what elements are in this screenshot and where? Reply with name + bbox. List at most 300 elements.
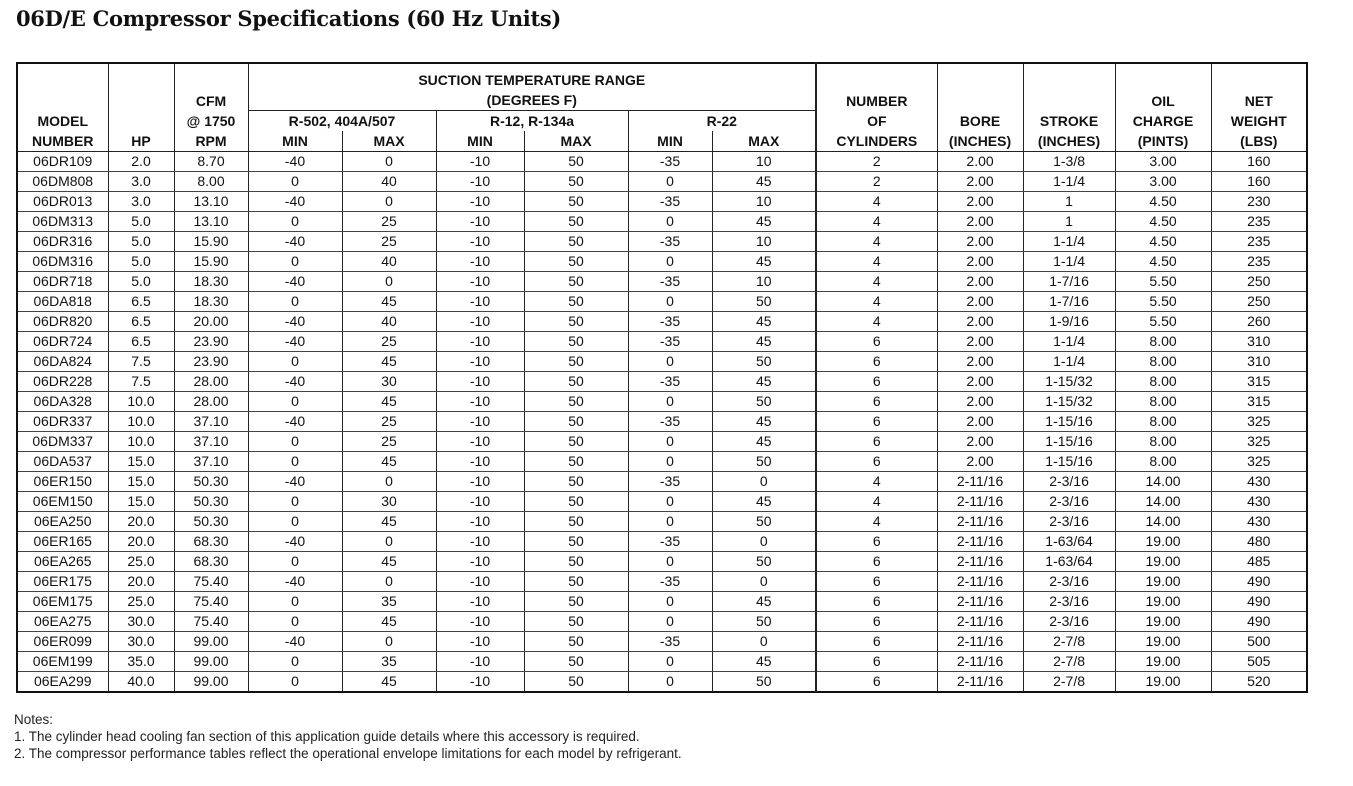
cell-weight: 315 xyxy=(1211,392,1307,412)
cell-model: 06EA299 xyxy=(17,672,108,693)
cell-r502-max: 40 xyxy=(342,172,436,192)
notes-heading: Notes: xyxy=(14,712,54,727)
header-cfm xyxy=(174,63,248,152)
table-row xyxy=(17,412,1307,432)
header-bore-line2: (INCHES) xyxy=(948,133,1012,149)
cell-oil: 3.00 xyxy=(1115,172,1211,192)
cell-stroke: 2-3/16 xyxy=(1023,472,1115,492)
note-item-1: 1. The cylinder head cooling fan section of this application guide details where this accessory is required. xyxy=(14,729,640,744)
cell-bore: 2-11/16 xyxy=(937,592,1023,612)
spec-table-body xyxy=(17,152,1307,693)
cell-model: 06ER150 xyxy=(17,472,108,492)
table-row xyxy=(17,592,1307,612)
cell-stroke: 1 xyxy=(1023,192,1115,212)
cell-r12-min: -10 xyxy=(436,452,524,472)
cell-stroke: 1-7/16 xyxy=(1023,292,1115,312)
cell-hp: 2.0 xyxy=(108,152,174,172)
cell-model: 06DM808 xyxy=(17,172,108,192)
cell-hp: 25.0 xyxy=(108,552,174,572)
cell-r22-min: 0 xyxy=(628,172,712,192)
cell-model: 06DM316 xyxy=(17,252,108,272)
cell-model: 06EM175 xyxy=(17,592,108,612)
table-row xyxy=(17,492,1307,512)
header-cylinders-line2: OF xyxy=(867,113,887,129)
cell-r22-min: -35 xyxy=(628,232,712,252)
table-row xyxy=(17,612,1307,632)
cell-r12-max: 50 xyxy=(524,432,628,452)
cell-stroke: 2-7/8 xyxy=(1023,632,1115,652)
cell-hp: 30.0 xyxy=(108,612,174,632)
cell-hp: 15.0 xyxy=(108,472,174,492)
cell-cylinders: 6 xyxy=(816,532,937,552)
cell-r502-min: 0 xyxy=(248,592,342,612)
header-stroke xyxy=(1023,63,1115,152)
cell-oil: 4.50 xyxy=(1115,232,1211,252)
cell-r502-min: -40 xyxy=(248,272,342,292)
cell-stroke: 1-1/4 xyxy=(1023,252,1115,272)
table-row xyxy=(17,352,1307,372)
cell-oil: 19.00 xyxy=(1115,672,1211,693)
cell-cylinders: 6 xyxy=(816,552,937,572)
cell-weight: 430 xyxy=(1211,512,1307,532)
cell-cfm: 13.10 xyxy=(174,212,248,232)
cell-oil: 8.00 xyxy=(1115,332,1211,352)
cell-cylinders: 6 xyxy=(816,612,937,632)
header-r502-min: MIN xyxy=(248,131,342,152)
cell-r12-max: 50 xyxy=(524,512,628,532)
cell-weight: 480 xyxy=(1211,532,1307,552)
cell-r12-max: 50 xyxy=(524,152,628,172)
cell-bore: 2-11/16 xyxy=(937,532,1023,552)
header-suction-range xyxy=(248,63,816,111)
cell-r502-min: -40 xyxy=(248,152,342,172)
cell-oil: 19.00 xyxy=(1115,572,1211,592)
cell-r502-min: -40 xyxy=(248,192,342,212)
cell-oil: 19.00 xyxy=(1115,652,1211,672)
table-row xyxy=(17,532,1307,552)
cell-model: 06ER165 xyxy=(17,532,108,552)
cell-hp: 7.5 xyxy=(108,372,174,392)
cell-cylinders: 4 xyxy=(816,232,937,252)
cell-hp: 6.5 xyxy=(108,292,174,312)
cell-cylinders: 4 xyxy=(816,272,937,292)
cell-r22-min: 0 xyxy=(628,292,712,312)
cell-r12-max: 50 xyxy=(524,392,628,412)
cell-r502-max: 35 xyxy=(342,592,436,612)
cell-r12-max: 50 xyxy=(524,452,628,472)
cell-weight: 230 xyxy=(1211,192,1307,212)
cell-bore: 2.00 xyxy=(937,452,1023,472)
cell-bore: 2.00 xyxy=(937,352,1023,372)
cell-oil: 19.00 xyxy=(1115,592,1211,612)
cell-weight: 430 xyxy=(1211,472,1307,492)
header-model-line1: MODEL xyxy=(37,113,89,129)
cell-oil: 8.00 xyxy=(1115,432,1211,452)
cell-r12-max: 50 xyxy=(524,212,628,232)
cell-cylinders: 6 xyxy=(816,572,937,592)
cell-cfm: 50.30 xyxy=(174,472,248,492)
table-row xyxy=(17,632,1307,652)
header-suction-line2: (DEGREES F) xyxy=(486,92,577,108)
cell-bore: 2.00 xyxy=(937,292,1023,312)
cell-cfm: 99.00 xyxy=(174,652,248,672)
cell-oil: 8.00 xyxy=(1115,352,1211,372)
cell-weight: 430 xyxy=(1211,492,1307,512)
cell-r22-max: 50 xyxy=(712,292,816,312)
cell-cfm: 68.30 xyxy=(174,552,248,572)
header-net-weight xyxy=(1211,63,1307,152)
cell-r502-max: 45 xyxy=(342,552,436,572)
header-oil-line1: OIL xyxy=(1151,93,1175,109)
cell-weight: 520 xyxy=(1247,673,1271,689)
cell-r12-min: -10 xyxy=(436,172,524,192)
cell-weight: 505 xyxy=(1211,652,1307,672)
cell-stroke: 1-1/4 xyxy=(1023,172,1115,192)
cell-model: 06DR724 xyxy=(17,332,108,352)
cell-cylinders: 6 xyxy=(816,632,937,652)
cell-cylinders: 6 xyxy=(816,432,937,452)
cell-r502-max: 45 xyxy=(342,352,436,372)
cell-hp: 20.0 xyxy=(108,532,174,552)
cell-model: 06EM199 xyxy=(17,652,108,672)
cell-weight: 325 xyxy=(1211,432,1307,452)
cell-r22-min: -35 xyxy=(628,472,712,492)
cell-r502-min: -40 xyxy=(248,472,342,492)
cell-weight: 325 xyxy=(1211,412,1307,432)
cell-model: 06DR337 xyxy=(17,412,108,432)
cell-r502-max: 0 xyxy=(342,272,436,292)
header-r502-max: MAX xyxy=(342,131,436,152)
header-cylinders-line1: NUMBER xyxy=(846,93,908,109)
cell-cylinders: 6 xyxy=(816,672,937,693)
cell-cfm: 23.90 xyxy=(174,352,248,372)
cell-r22-min: 0 xyxy=(628,252,712,272)
cell-r502-min: 0 xyxy=(248,452,342,472)
cell-weight: 325 xyxy=(1211,452,1307,472)
cell-r22-max: 50 xyxy=(712,392,816,412)
cell-r502-min: 0 xyxy=(248,172,342,192)
cell-r502-max: 35 xyxy=(342,652,436,672)
cell-bore: 2-11/16 xyxy=(937,632,1023,652)
cell-cylinders: 4 xyxy=(816,492,937,512)
cell-r22-min: -35 xyxy=(628,332,712,352)
cell-cfm: 15.90 xyxy=(174,232,248,252)
cell-cylinders: 6 xyxy=(816,592,937,612)
cell-r502-min: -40 xyxy=(248,572,342,592)
header-oil-charge xyxy=(1115,63,1211,152)
cell-r22-max: 45 xyxy=(712,212,816,232)
cell-r22-max: 45 xyxy=(712,172,816,192)
table-row xyxy=(17,332,1307,352)
cell-cfm: 75.40 xyxy=(174,592,248,612)
note-item-2: 2. The compressor performance tables reflect the operational envelope limitations for each model by refrigerant. xyxy=(14,746,682,761)
cell-r22-min: 0 xyxy=(628,452,712,472)
cell-oil: 5.50 xyxy=(1115,272,1211,292)
cell-oil: 4.50 xyxy=(1115,192,1211,212)
cell-oil: 14.00 xyxy=(1115,472,1211,492)
cell-r22-max: 45 xyxy=(712,492,816,512)
cell-stroke: 1-15/16 xyxy=(1023,412,1115,432)
cell-r22-max: 50 xyxy=(712,512,816,532)
cell-r502-min: -40 xyxy=(248,332,342,352)
cell-hp: 10.0 xyxy=(108,392,174,412)
cell-r12-min: -10 xyxy=(436,152,524,172)
cell-r22-max: 10 xyxy=(712,232,816,252)
cell-r502-min: 0 xyxy=(248,652,342,672)
cell-bore: 2-11/16 xyxy=(937,672,1023,693)
cell-r22-max: 0 xyxy=(712,532,816,552)
cell-r22-max: 45 xyxy=(712,592,816,612)
cell-bore: 2.00 xyxy=(937,152,1023,172)
cell-r22-min: 0 xyxy=(628,612,712,632)
cell-r502-min: 0 xyxy=(248,672,342,693)
cell-oil: 8.00 xyxy=(1115,392,1211,412)
cell-cfm: 99.00 xyxy=(174,632,248,652)
cell-r12-max: 50 xyxy=(524,472,628,492)
cell-r12-max: 50 xyxy=(524,272,628,292)
cell-cfm: 28.00 xyxy=(174,392,248,412)
cell-bore: 2.00 xyxy=(937,312,1023,332)
cell-r12-max: 50 xyxy=(524,252,628,272)
notes-section xyxy=(14,711,682,762)
cell-r502-min: -40 xyxy=(248,312,342,332)
cell-r12-max: 50 xyxy=(524,552,628,572)
cell-stroke: 2-3/16 xyxy=(1023,592,1115,612)
cell-oil: 14.00 xyxy=(1115,492,1211,512)
cell-r502-max: 0 xyxy=(342,472,436,492)
cell-cylinders: 2 xyxy=(816,172,937,192)
cell-r502-min: -40 xyxy=(248,372,342,392)
table-row xyxy=(17,472,1307,492)
cell-oil: 8.00 xyxy=(1115,412,1211,432)
cell-hp: 7.5 xyxy=(108,352,174,372)
cell-r12-max: 50 xyxy=(524,672,628,693)
cell-r12-min: -10 xyxy=(436,592,524,612)
cell-r12-min: -10 xyxy=(436,412,524,432)
cell-r22-max: 45 xyxy=(712,652,816,672)
cell-r22-min: 0 xyxy=(628,652,712,672)
cell-bore: 2-11/16 xyxy=(937,652,1023,672)
cell-hp: 10.0 xyxy=(108,412,174,432)
cell-stroke: 1-1/4 xyxy=(1023,352,1115,372)
cell-cfm: 20.00 xyxy=(174,312,248,332)
header-bore xyxy=(937,63,1023,152)
cell-r12-max: 50 xyxy=(524,192,628,212)
cell-r12-max: 50 xyxy=(524,652,628,672)
cell-r12-min: -10 xyxy=(436,252,524,272)
cell-model: 06EA275 xyxy=(17,612,108,632)
header-model-line2: NUMBER xyxy=(32,133,94,149)
cell-hp: 10.0 xyxy=(108,432,174,452)
header-r12-max: MAX xyxy=(524,131,628,152)
table-row xyxy=(17,392,1307,412)
cell-stroke: 1 xyxy=(1023,212,1115,232)
cell-r12-min: -10 xyxy=(436,292,524,312)
cell-r22-min: -35 xyxy=(628,572,712,592)
cell-r22-max: 50 xyxy=(712,352,816,372)
cell-cfm: 8.70 xyxy=(174,152,248,172)
cell-oil: 5.50 xyxy=(1115,312,1211,332)
cell-r22-max: 50 xyxy=(712,552,816,572)
cell-model: 06DA824 xyxy=(17,352,108,372)
cell-hp: 30.0 xyxy=(108,632,174,652)
header-stroke-line1: STROKE xyxy=(1039,113,1099,129)
header-bore-line1: BORE xyxy=(959,113,1001,129)
cell-r502-min: 0 xyxy=(248,492,342,512)
header-refrigerant-r12: R-12, R-134a xyxy=(436,111,628,132)
cell-r502-max: 45 xyxy=(342,452,436,472)
cell-hp: 25.0 xyxy=(108,592,174,612)
cell-r12-min: -10 xyxy=(436,492,524,512)
cell-model: 06DR013 xyxy=(17,192,108,212)
table-row xyxy=(17,152,1307,172)
cell-cfm: 18.30 xyxy=(174,292,248,312)
header-refrigerant-r502: R-502, 404A/507 xyxy=(248,111,436,132)
header-cfm-line1: CFM xyxy=(195,93,227,109)
cell-r502-max: 25 xyxy=(342,232,436,252)
header-weight-line2: WEIGHT xyxy=(1230,113,1287,129)
cell-hp: 6.5 xyxy=(108,312,174,332)
cell-r502-min: 0 xyxy=(248,432,342,452)
cell-weight: 490 xyxy=(1211,592,1307,612)
cell-weight: 490 xyxy=(1211,612,1307,632)
cell-r12-min: -10 xyxy=(436,352,524,372)
cell-r12-min: -10 xyxy=(436,512,524,532)
cell-weight: 485 xyxy=(1211,552,1307,572)
cell-r502-max: 25 xyxy=(342,412,436,432)
cell-model: 06ER175 xyxy=(17,572,108,592)
header-model-number xyxy=(17,63,108,152)
cell-r502-min: -40 xyxy=(248,412,342,432)
cell-cylinders: 6 xyxy=(816,332,937,352)
cell-r502-max: 25 xyxy=(342,332,436,352)
cell-oil: 14.00 xyxy=(1115,512,1211,532)
cell-r502-max: 0 xyxy=(342,572,436,592)
cell-r12-max: 50 xyxy=(524,292,628,312)
cell-r502-max: 45 xyxy=(342,392,436,412)
cell-hp: 3.0 xyxy=(108,172,174,192)
cell-r12-max: 50 xyxy=(524,412,628,432)
cell-cfm: 50.30 xyxy=(174,512,248,532)
cell-weight: 310 xyxy=(1211,352,1307,372)
cell-hp: 35.0 xyxy=(108,652,174,672)
table-row xyxy=(17,192,1307,212)
header-hp: HP xyxy=(108,63,174,152)
cell-r502-min: 0 xyxy=(248,212,342,232)
cell-r12-max: 50 xyxy=(524,492,628,512)
cell-r502-max: 30 xyxy=(342,372,436,392)
header-r22-min: MIN xyxy=(628,131,712,152)
cell-r502-max: 40 xyxy=(342,312,436,332)
cell-r22-max: 45 xyxy=(712,412,816,432)
cell-weight: 500 xyxy=(1211,632,1307,652)
cell-bore: 2.00 xyxy=(937,332,1023,352)
cell-r22-min: 0 xyxy=(628,212,712,232)
cell-cfm: 37.10 xyxy=(174,432,248,452)
cell-bore: 2-11/16 xyxy=(937,472,1023,492)
cell-r12-max: 50 xyxy=(524,532,628,552)
cell-cfm: 75.40 xyxy=(174,572,248,592)
cell-cfm: 37.10 xyxy=(174,412,248,432)
table-row xyxy=(17,372,1307,392)
cell-r502-max: 25 xyxy=(342,212,436,232)
table-row xyxy=(17,272,1307,292)
cell-oil: 3.00 xyxy=(1115,152,1211,172)
cell-r22-max: 10 xyxy=(712,272,816,292)
cell-hp: 20.0 xyxy=(108,572,174,592)
cell-r12-max: 50 xyxy=(524,572,628,592)
cell-hp: 3.0 xyxy=(108,192,174,212)
cell-r12-min: -10 xyxy=(436,552,524,572)
cell-r22-min: -35 xyxy=(628,192,712,212)
cell-bore: 2.00 xyxy=(937,212,1023,232)
cell-r22-max: 0 xyxy=(712,632,816,652)
cell-bore: 2.00 xyxy=(937,412,1023,432)
cell-stroke: 1-3/8 xyxy=(1023,152,1115,172)
cell-model: 06DM337 xyxy=(17,432,108,452)
cell-r12-max: 50 xyxy=(524,312,628,332)
cell-r12-min: -10 xyxy=(436,432,524,452)
cell-r12-max: 50 xyxy=(524,612,628,632)
cell-r22-min: -35 xyxy=(628,532,712,552)
cell-r22-max: 10 xyxy=(712,152,816,172)
cell-hp: 20.0 xyxy=(108,512,174,532)
cell-hp: 5.0 xyxy=(108,272,174,292)
table-row xyxy=(17,312,1307,332)
cell-hp: 15.0 xyxy=(108,452,174,472)
header-weight-line3: (LBS) xyxy=(1240,133,1278,149)
cell-cylinders: 6 xyxy=(816,352,937,372)
cell-cfm: 23.90 xyxy=(174,332,248,352)
cell-r12-min: -10 xyxy=(436,572,524,592)
cell-r502-min: 0 xyxy=(248,512,342,532)
header-cylinders-line3: CYLINDERS xyxy=(836,133,918,149)
cell-model: 06DR718 xyxy=(17,272,108,292)
cell-r502-min: 0 xyxy=(248,352,342,372)
cell-r12-min: -10 xyxy=(436,372,524,392)
cell-hp: 15.0 xyxy=(108,492,174,512)
cell-cylinders: 4 xyxy=(816,252,937,272)
cell-bore: 2-11/16 xyxy=(937,572,1023,592)
cell-r502-min: 0 xyxy=(248,612,342,632)
cell-cylinders: 4 xyxy=(816,512,937,532)
cell-r22-max: 45 xyxy=(712,432,816,452)
cell-weight: 160 xyxy=(1211,152,1307,172)
cell-stroke: 1-7/16 xyxy=(1023,272,1115,292)
cell-r12-min: -10 xyxy=(436,272,524,292)
table-row xyxy=(17,172,1307,192)
cell-oil: 19.00 xyxy=(1115,532,1211,552)
cell-model: 06DA537 xyxy=(17,452,108,472)
cell-r22-max: 45 xyxy=(712,312,816,332)
cell-weight: 310 xyxy=(1211,332,1307,352)
cell-r502-max: 40 xyxy=(342,252,436,272)
cell-stroke: 2-3/16 xyxy=(1023,492,1115,512)
compressor-spec-table xyxy=(16,62,1308,693)
cell-r12-min: -10 xyxy=(436,652,524,672)
header-oil-line3: (PINTS) xyxy=(1137,133,1189,149)
header-suction-line1: SUCTION TEMPERATURE RANGE xyxy=(418,72,646,88)
cell-r502-min: 0 xyxy=(248,252,342,272)
cell-model: 06EA250 xyxy=(17,512,108,532)
cell-r22-min: 0 xyxy=(628,672,712,693)
cell-oil: 19.00 xyxy=(1115,632,1211,652)
cell-r502-min: 0 xyxy=(248,392,342,412)
header-oil-line2: CHARGE xyxy=(1132,113,1194,129)
cell-oil: 8.00 xyxy=(1115,372,1211,392)
cell-hp: 5.0 xyxy=(108,252,174,272)
cell-r22-min: -35 xyxy=(628,272,712,292)
